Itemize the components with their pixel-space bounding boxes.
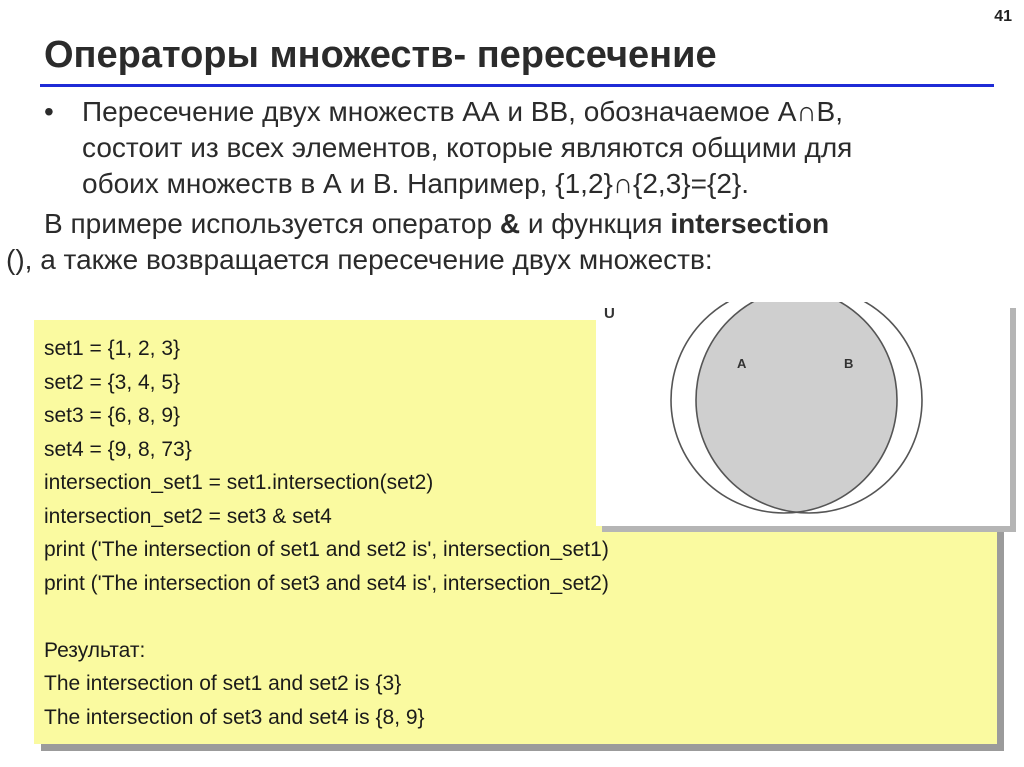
example-paragraph xyxy=(6,206,1004,278)
example-mid: и функция xyxy=(520,208,671,239)
code-line: set1 = {1, 2, 3} xyxy=(44,337,181,360)
code-line: print ('The intersection of set1 and set2 is', intersection_set1) xyxy=(44,538,609,561)
example-prefix: В примере используется оператор xyxy=(44,208,500,239)
code-line: print ('The intersection of set3 and set4 is', intersection_set2) xyxy=(44,571,609,595)
venn-label-u: U xyxy=(604,305,615,322)
bullet-paragraph xyxy=(44,94,1004,202)
result-line: The intersection of set3 and set4 is {8, 9} xyxy=(44,705,425,729)
slide-title: Операторы множеств- пересечение xyxy=(44,34,717,76)
slide-number: 41 xyxy=(994,8,1012,25)
venn-label-b: B xyxy=(844,356,854,371)
venn-diagram xyxy=(596,302,1010,526)
code-line: intersection_set2 = set3 & set4 xyxy=(44,504,332,528)
venn-label-a: A xyxy=(737,356,747,371)
body-line-1: Пересечение двух множеств АА и ВВ, обозначаемое A∩B, xyxy=(82,96,843,127)
code-line: set4 = {9, 8, 73} xyxy=(44,437,192,461)
function-intersection: intersection xyxy=(670,208,830,239)
body-line-3: обоих множеств в А и В. Например, {1,2}∩{2,3}={2}. xyxy=(82,168,750,199)
code-line: intersection_set1 = set1.intersection(set2) xyxy=(44,471,434,494)
operator-ampersand: & xyxy=(499,208,521,239)
bullet-icon: • xyxy=(44,96,54,127)
example-line-2: (), а также возвращается пересечение двух множеств: xyxy=(6,244,713,275)
code-listing xyxy=(44,332,609,734)
result-label: Результат: xyxy=(44,638,146,662)
title-underline xyxy=(40,84,994,87)
code-line: set3 = {6, 8, 9} xyxy=(44,404,181,427)
blank-line xyxy=(44,600,609,634)
slide-body xyxy=(6,94,1004,278)
venn-svg xyxy=(596,302,1010,526)
body-line-2: состоит из всех элементов, которые являются общими для xyxy=(82,132,853,163)
result-line: The intersection of set1 and set2 is {3} xyxy=(44,672,402,695)
code-line: set2 = {3, 4, 5} xyxy=(44,370,181,394)
